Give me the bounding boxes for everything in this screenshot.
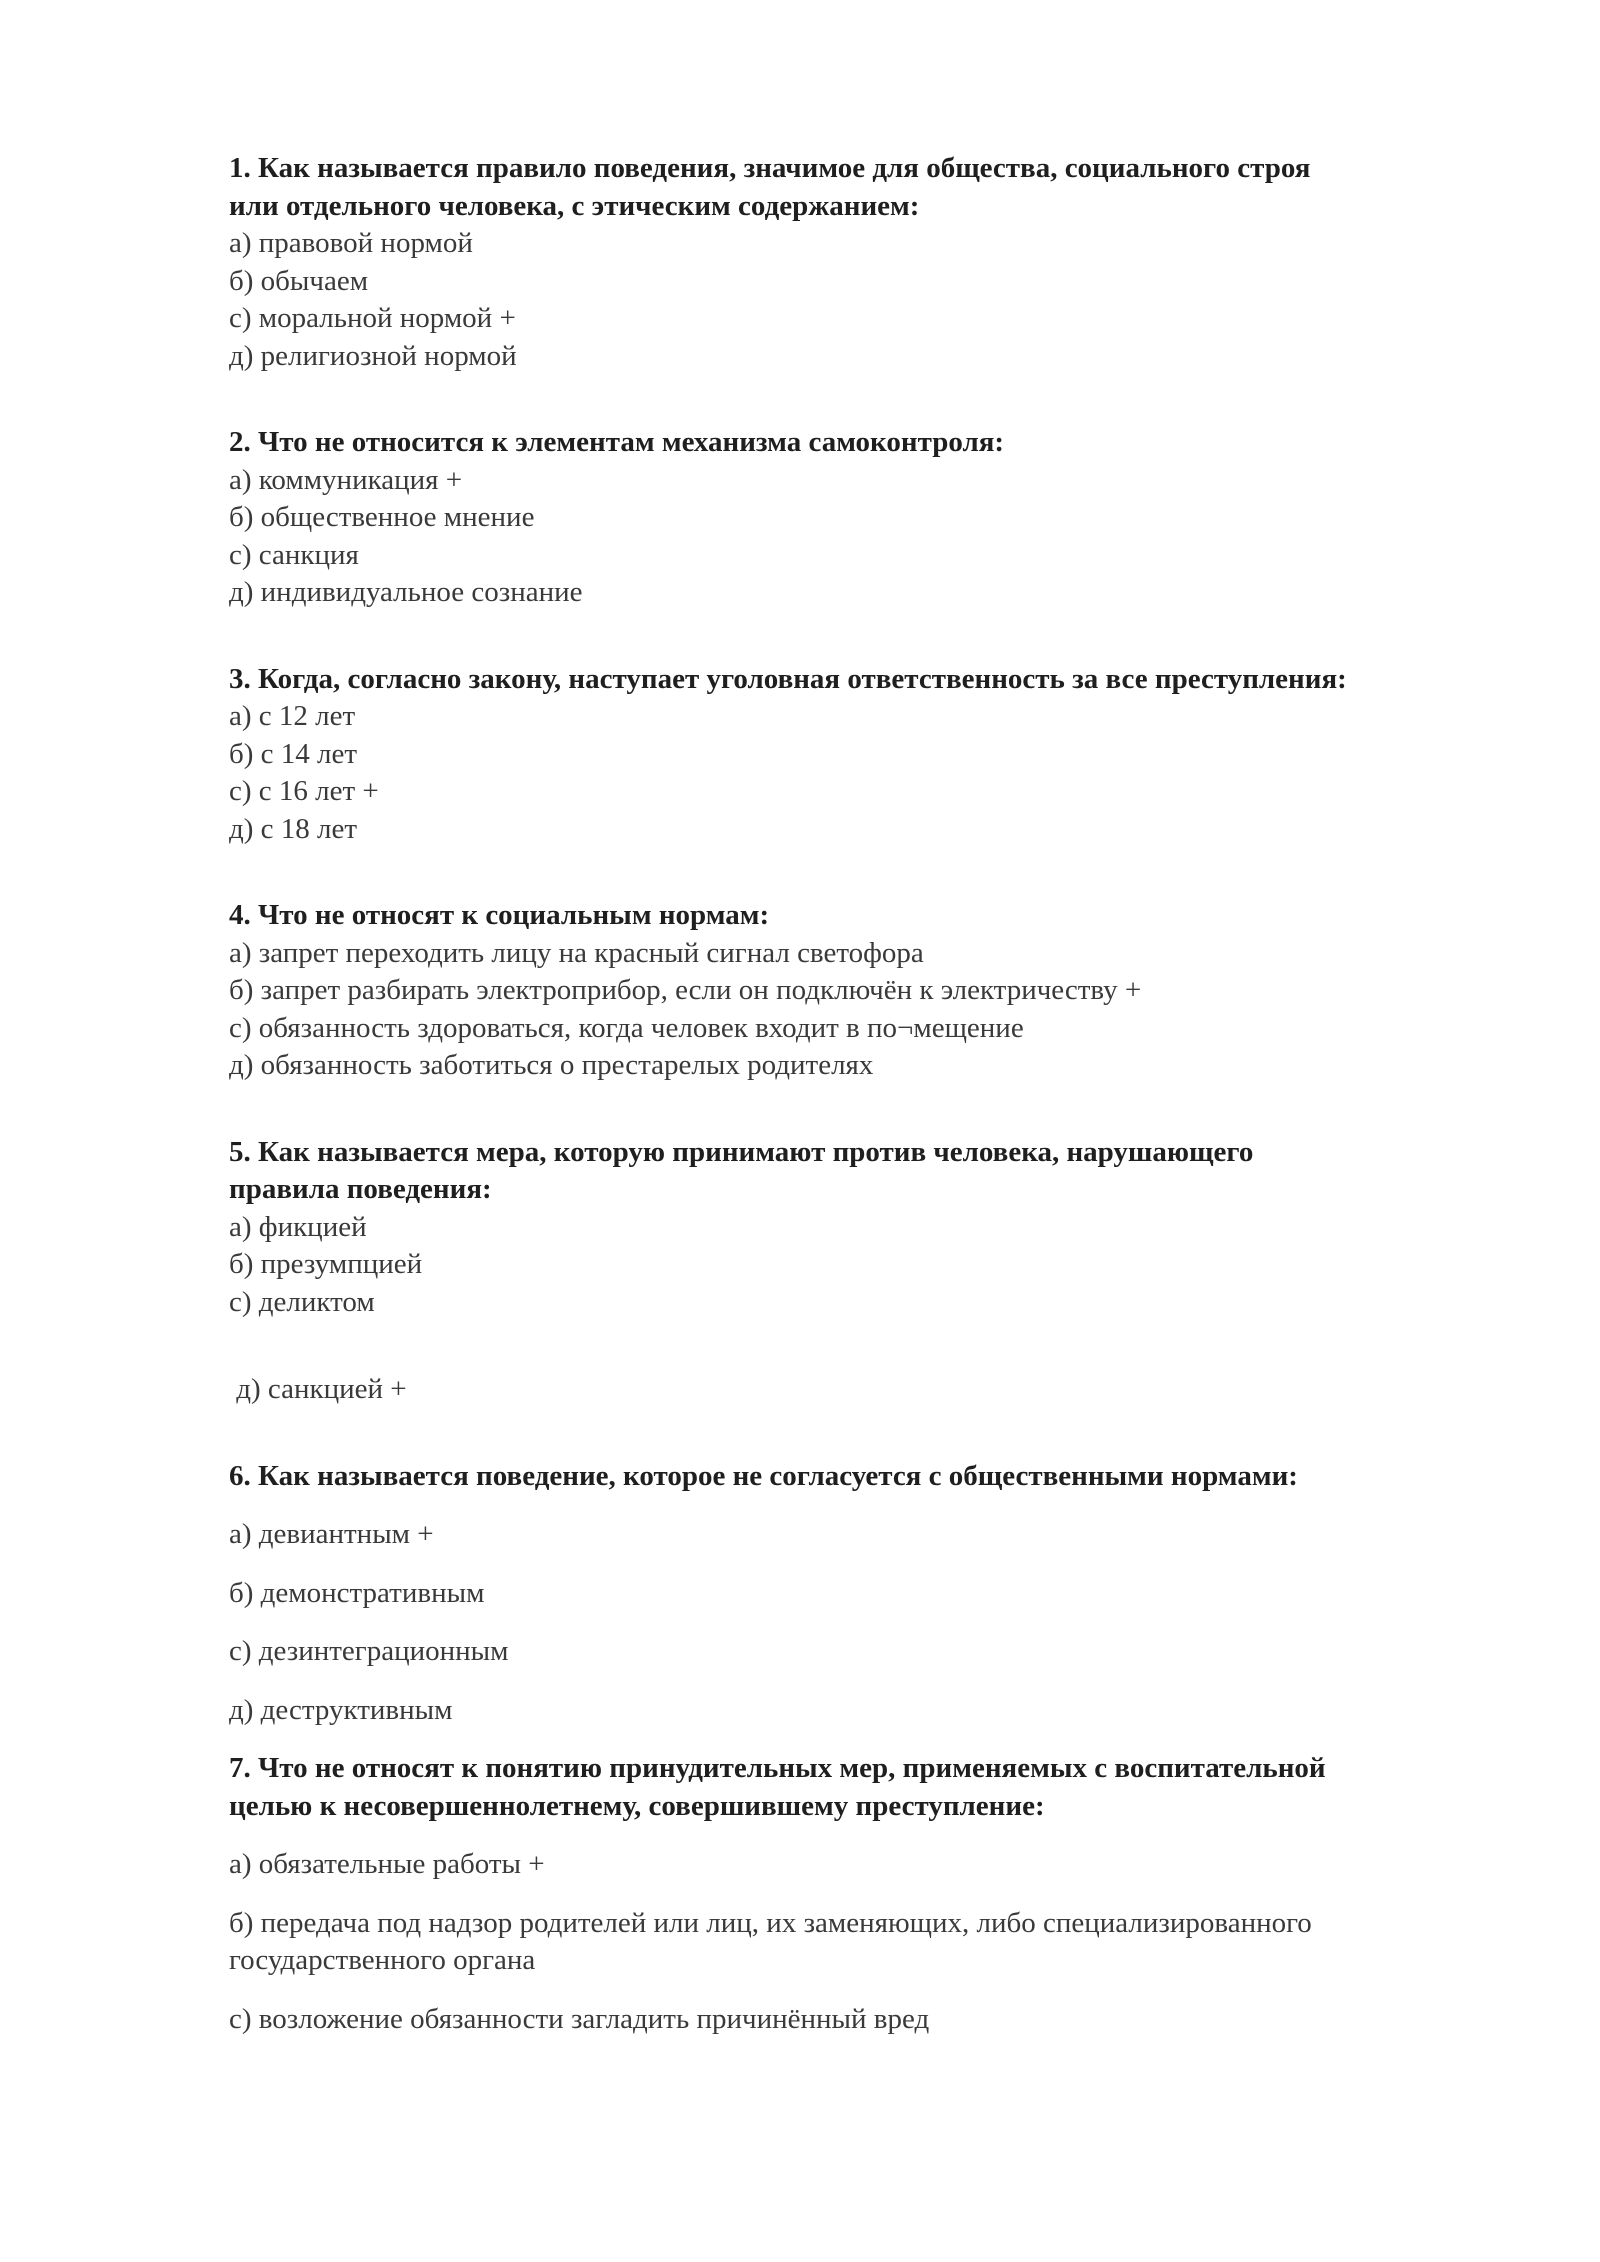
question-3-option-c: с) с 16 лет + [229, 775, 379, 807]
question-1 [229, 150, 1529, 375]
question-2-option-d: д) индивидуальное сознание [229, 576, 583, 608]
question-1-text-line-2: или отдельного человека, с этическим содержанием: [229, 189, 920, 222]
question-3-text-line-1: 3. Когда, согласно закону, наступает уголовная ответственность за все преступления: [229, 662, 1347, 695]
question-4-option-d: д) обязанность заботиться о престарелых родителях [229, 1049, 874, 1081]
question-5-text-line-1: 5. Как называется мера, которую принимают против человека, нарушающего [229, 1135, 1254, 1168]
question-1-option-d: д) религиозной нормой [229, 339, 517, 372]
question-7-text-line-2: целью к несовершеннолетнему, совершившему преступление: [229, 1789, 1045, 1822]
question-7-option-b-line-2: государственного органа [229, 1944, 536, 1976]
question-5-text-line-2: правила поведения: [229, 1173, 492, 1205]
question-5-option-a: а) фикцией [229, 1210, 367, 1243]
question-3-option-a: а) с 12 лет [229, 700, 356, 732]
question-6-option-d: д) деструктивным [229, 1693, 453, 1726]
question-7-option-b-line-1: б) передача под надзор родителей или лиц, их заменяющих, либо специализированного [229, 1906, 1312, 1939]
question-4 [229, 897, 1529, 1085]
question-3-option-b: б) с 14 лет [229, 737, 358, 770]
question-7-option-c: с) возложение обязанности загладить причинённый вред [229, 2002, 930, 2035]
question-3-option-d: д) с 18 лет [229, 812, 358, 845]
question-2-text-line-1: 2. Что не относится к элементам механизма самоконтроля: [229, 426, 1005, 458]
question-5-option-b: б) презумпцией [229, 1248, 423, 1280]
question-7 [229, 1750, 1529, 2038]
question-7-option-a: а) обязательные работы + [229, 1848, 545, 1880]
question-4-option-b: б) запрет разбирать электроприбор, если он подключён к электричеству + [229, 974, 1142, 1006]
question-6-text-line-1: 6. Как называется поведение, которое не согласуется с общественными нормами: [229, 1459, 1298, 1492]
question-5-option-c: с) деликтом [229, 1285, 375, 1318]
question-4-text-line-1: 4. Что не относят к социальным нормам: [229, 899, 770, 931]
question-6-option-b: б) демонстративным [229, 1576, 485, 1609]
question-2-option-b: б) общественное мнение [229, 501, 535, 533]
question-7-text-line-1: 7. Что не относят к понятию принудительных мер, применяемых с воспитательной [229, 1752, 1326, 1784]
question-1-option-b: б) обычаем [229, 264, 369, 297]
question-1-option-c: с) моральной нормой + [229, 302, 516, 334]
question-4-option-c: с) обязанность здороваться, когда человек входит в по¬мещение [229, 1011, 1024, 1044]
question-5 [229, 1134, 1529, 1409]
question-2-option-a: а) коммуникация + [229, 463, 463, 496]
question-6 [229, 1458, 1529, 1730]
question-1-text-line-1: 1. Как называется правило поведения, значимое для общества, социального строя [229, 152, 1311, 184]
question-1-option-a: а) правовой нормой [229, 227, 473, 259]
question-3 [229, 661, 1529, 849]
question-5-option-d: д) санкцией + [229, 1373, 407, 1405]
document-page [229, 150, 1529, 2038]
question-4-option-a: а) запрет переходить лицу на красный сигнал светофора [229, 936, 924, 969]
question-6-option-c: с) дезинтеграционным [229, 1635, 509, 1667]
question-2 [229, 424, 1529, 612]
question-6-option-a: а) девиантным + [229, 1518, 434, 1550]
question-2-option-c: с) санкция [229, 538, 359, 571]
